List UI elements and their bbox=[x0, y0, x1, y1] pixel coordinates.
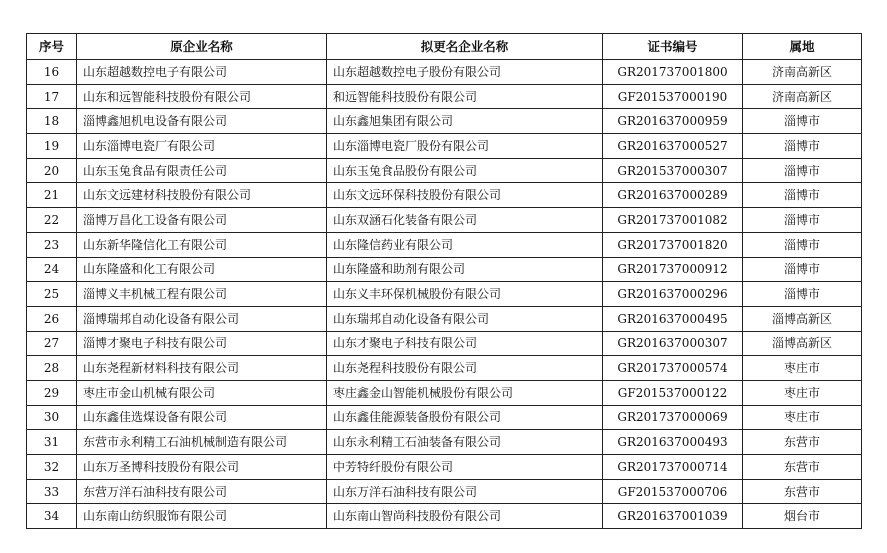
table-row bbox=[27, 232, 862, 257]
cell-new-name: 和远智能科技股份有限公司 bbox=[327, 84, 603, 109]
cell-cert-no: GR201737000912 bbox=[603, 257, 743, 282]
cell-old-name: 淄博万昌化工设备有限公司 bbox=[77, 208, 327, 233]
cell-cert-no: GR201637000495 bbox=[603, 306, 743, 331]
cell-no: 29 bbox=[27, 380, 77, 405]
cell-old-name: 山东南山纺织服饰有限公司 bbox=[77, 504, 327, 529]
cell-old-name: 山东隆盛和化工有限公司 bbox=[77, 257, 327, 282]
cell-area: 淄博市 bbox=[743, 282, 862, 307]
cell-cert-no: GR201637000493 bbox=[603, 430, 743, 455]
table-row bbox=[27, 183, 862, 208]
header-new-name: 拟更名企业名称 bbox=[327, 34, 603, 60]
cell-cert-no: GR201637000959 bbox=[603, 109, 743, 134]
cell-area: 淄博市 bbox=[743, 134, 862, 159]
cell-area: 淄博市 bbox=[743, 232, 862, 257]
cell-new-name: 枣庄鑫金山智能机械股份有限公司 bbox=[327, 380, 603, 405]
cell-no: 18 bbox=[27, 109, 77, 134]
table-row bbox=[27, 405, 862, 430]
cell-cert-no: GR201737000069 bbox=[603, 405, 743, 430]
company-rename-table bbox=[26, 33, 862, 529]
cell-old-name: 山东淄博电瓷厂有限公司 bbox=[77, 134, 327, 159]
cell-new-name: 山东隆盛和助剂有限公司 bbox=[327, 257, 603, 282]
table-row bbox=[27, 134, 862, 159]
cell-old-name: 淄博才聚电子科技有限公司 bbox=[77, 331, 327, 356]
cell-new-name: 山东瑞邦自动化设备有限公司 bbox=[327, 306, 603, 331]
cell-no: 30 bbox=[27, 405, 77, 430]
table-row bbox=[27, 109, 862, 134]
cell-cert-no: GR201737001820 bbox=[603, 232, 743, 257]
cell-area: 淄博高新区 bbox=[743, 331, 862, 356]
table-row bbox=[27, 60, 862, 85]
cell-no: 20 bbox=[27, 158, 77, 183]
cell-no: 24 bbox=[27, 257, 77, 282]
cell-new-name: 山东双涵石化装备有限公司 bbox=[327, 208, 603, 233]
cell-new-name: 山东淄博电瓷厂股份有限公司 bbox=[327, 134, 603, 159]
cell-new-name: 山东超越数控电子股份有限公司 bbox=[327, 60, 603, 85]
cell-no: 32 bbox=[27, 455, 77, 480]
header-old-name: 原企业名称 bbox=[77, 34, 327, 60]
cell-old-name: 山东尧程新材料科技有限公司 bbox=[77, 356, 327, 381]
cell-new-name: 中芳特纤股份有限公司 bbox=[327, 455, 603, 480]
cell-old-name: 山东玉兔食品有限责任公司 bbox=[77, 158, 327, 183]
cell-no: 28 bbox=[27, 356, 77, 381]
cell-old-name: 山东和远智能科技股份有限公司 bbox=[77, 84, 327, 109]
cell-new-name: 山东尧程科技股份有限公司 bbox=[327, 356, 603, 381]
cell-cert-no: GR201537000307 bbox=[603, 158, 743, 183]
cell-cert-no: GR201637000307 bbox=[603, 331, 743, 356]
cell-old-name: 山东鑫佳选煤设备有限公司 bbox=[77, 405, 327, 430]
cell-cert-no: GR201637001039 bbox=[603, 504, 743, 529]
table-row bbox=[27, 84, 862, 109]
table-row bbox=[27, 158, 862, 183]
cell-cert-no: GR201637000289 bbox=[603, 183, 743, 208]
cell-area: 烟台市 bbox=[743, 504, 862, 529]
cell-old-name: 山东文远建材科技股份有限公司 bbox=[77, 183, 327, 208]
cell-cert-no: GR201737001800 bbox=[603, 60, 743, 85]
table-row bbox=[27, 257, 862, 282]
table-row bbox=[27, 455, 862, 480]
table-row bbox=[27, 306, 862, 331]
cell-cert-no: GR201737000714 bbox=[603, 455, 743, 480]
cell-cert-no: GR201637000527 bbox=[603, 134, 743, 159]
cell-new-name: 山东义丰环保机械股份有限公司 bbox=[327, 282, 603, 307]
cell-new-name: 山东永利精工石油装备有限公司 bbox=[327, 430, 603, 455]
cell-old-name: 东营市永利精工石油机械制造有限公司 bbox=[77, 430, 327, 455]
cell-new-name: 山东隆信药业有限公司 bbox=[327, 232, 603, 257]
cell-old-name: 淄博义丰机械工程有限公司 bbox=[77, 282, 327, 307]
cell-cert-no: GF201537000190 bbox=[603, 84, 743, 109]
cell-no: 19 bbox=[27, 134, 77, 159]
cell-new-name: 山东鑫旭集团有限公司 bbox=[327, 109, 603, 134]
cell-no: 23 bbox=[27, 232, 77, 257]
table-row bbox=[27, 504, 862, 529]
cell-old-name: 枣庄市金山机械有限公司 bbox=[77, 380, 327, 405]
cell-area: 济南高新区 bbox=[743, 60, 862, 85]
cell-no: 16 bbox=[27, 60, 77, 85]
cell-no: 31 bbox=[27, 430, 77, 455]
cell-area: 东营市 bbox=[743, 430, 862, 455]
header-no: 序号 bbox=[27, 34, 77, 60]
table-header-row bbox=[27, 34, 862, 60]
cell-old-name: 山东新华隆信化工有限公司 bbox=[77, 232, 327, 257]
cell-new-name: 山东万洋石油科技有限公司 bbox=[327, 479, 603, 504]
cell-area: 枣庄市 bbox=[743, 380, 862, 405]
table-row bbox=[27, 356, 862, 381]
cell-old-name: 淄博瑞邦自动化设备有限公司 bbox=[77, 306, 327, 331]
cell-no: 21 bbox=[27, 183, 77, 208]
cell-area: 枣庄市 bbox=[743, 356, 862, 381]
cell-no: 22 bbox=[27, 208, 77, 233]
cell-cert-no: GR201637000296 bbox=[603, 282, 743, 307]
cell-old-name: 山东超越数控电子有限公司 bbox=[77, 60, 327, 85]
cell-new-name: 山东鑫佳能源装备股份有限公司 bbox=[327, 405, 603, 430]
cell-area: 东营市 bbox=[743, 479, 862, 504]
table-row bbox=[27, 208, 862, 233]
table-row bbox=[27, 331, 862, 356]
cell-new-name: 山东南山智尚科技股份有限公司 bbox=[327, 504, 603, 529]
cell-no: 17 bbox=[27, 84, 77, 109]
cell-area: 淄博市 bbox=[743, 257, 862, 282]
cell-area: 淄博市 bbox=[743, 109, 862, 134]
table-row bbox=[27, 479, 862, 504]
cell-new-name: 山东才聚电子科技有限公司 bbox=[327, 331, 603, 356]
cell-area: 济南高新区 bbox=[743, 84, 862, 109]
cell-old-name: 淄博鑫旭机电设备有限公司 bbox=[77, 109, 327, 134]
cell-cert-no: GF201537000706 bbox=[603, 479, 743, 504]
table-body bbox=[27, 60, 862, 529]
cell-new-name: 山东文远环保科技股份有限公司 bbox=[327, 183, 603, 208]
table-row bbox=[27, 282, 862, 307]
cell-area: 淄博市 bbox=[743, 208, 862, 233]
cell-cert-no: GR201737001082 bbox=[603, 208, 743, 233]
header-area: 属地 bbox=[743, 34, 862, 60]
cell-no: 33 bbox=[27, 479, 77, 504]
header-cert-no: 证书编号 bbox=[603, 34, 743, 60]
cell-old-name: 东营万洋石油科技有限公司 bbox=[77, 479, 327, 504]
cell-no: 34 bbox=[27, 504, 77, 529]
cell-area: 淄博市 bbox=[743, 158, 862, 183]
cell-no: 27 bbox=[27, 331, 77, 356]
cell-area: 东营市 bbox=[743, 455, 862, 480]
cell-area: 枣庄市 bbox=[743, 405, 862, 430]
table-row bbox=[27, 380, 862, 405]
cell-cert-no: GF201537000122 bbox=[603, 380, 743, 405]
cell-area: 淄博高新区 bbox=[743, 306, 862, 331]
cell-new-name: 山东玉兔食品股份有限公司 bbox=[327, 158, 603, 183]
cell-no: 26 bbox=[27, 306, 77, 331]
cell-no: 25 bbox=[27, 282, 77, 307]
cell-area: 淄博市 bbox=[743, 183, 862, 208]
cell-old-name: 山东万圣博科技股份有限公司 bbox=[77, 455, 327, 480]
table-row bbox=[27, 430, 862, 455]
cell-cert-no: GR201737000574 bbox=[603, 356, 743, 381]
